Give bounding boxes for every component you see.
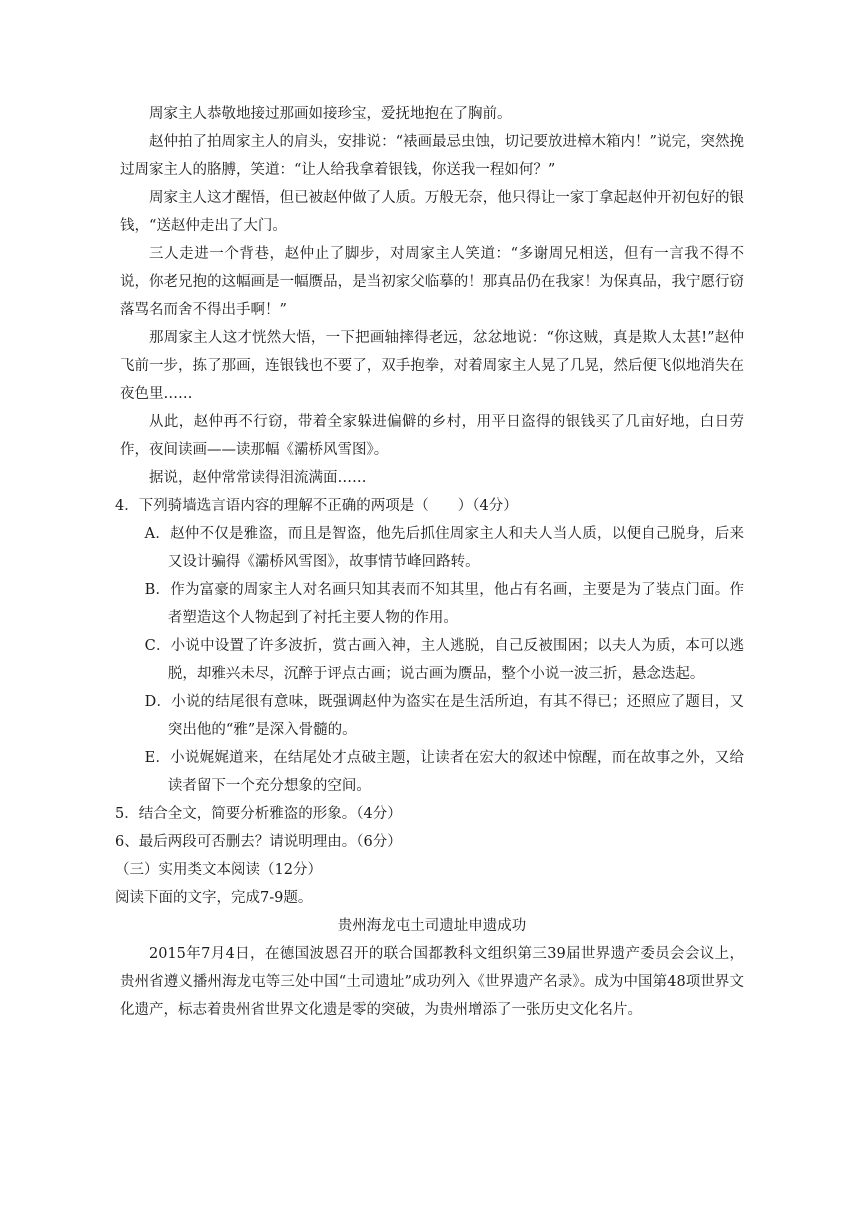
question-4-option-a: A．赵仲不仅是雅盗，而且是智盗，他先后抓住周家主人和夫人当人质，以便自己脱身，后来又设计骗得《灞桥风雪图》，故事情节峰回路转。 xyxy=(144,526,744,570)
question-4-option-b: B．作为富豪的周家主人对名画只知其表而不知其里，他占有名画，主要是为了装点门面。作者塑造这个人物起到了衬托主要人物的作用。 xyxy=(144,582,744,626)
question-4-option-c: C．小说中设置了许多波折，赏古画入神，主人逃脱，自己反被围困；以夫人为质，本可以逃脱，却雅兴未尽，沉醉于评点古画；说古画为赝品，整个小说一波三折，悬念迭起。 xyxy=(144,638,744,682)
story-paragraph-1: 周家主人恭敬地接过那画如接珍宝，爱抚地抱在了胸前。 xyxy=(149,106,512,122)
story-paragraph-5: 那周家主人这才恍然大悟，一下把画轴摔得老远，忿忿地说：“你这贼，真是欺人太甚!”赵仲飞前一步，拣了那画，连银钱也不要了，双手抱拳，对着周家主人晃了几晃，然后便飞似地消失在夜色里…… xyxy=(120,330,744,402)
question-6: 6、最后两段可否删去？请说明理由。（6分） xyxy=(115,834,402,850)
article-title: 贵州海龙屯土司遗址申遗成功 xyxy=(337,918,527,934)
question-4-stem: 4．下列骑墙选言语内容的理解不正确的两项是（ ）（4分） xyxy=(115,498,518,514)
story-paragraph-3: 周家主人这才醒悟，但已被赵仲做了人质。万般无奈，他只得让一家丁拿起赵仲开初包好的银钱，“送赵仲走出了大门。 xyxy=(120,190,744,234)
question-4-option-e: E．小说娓娓道来，在结尾处才点破主题，让读者在宏大的叙述中惊醒，而在故事之外，又给读者留下一个充分想象的空间。 xyxy=(144,750,744,794)
story-paragraph-6: 从此，赵仲再不行窃，带着全家躲进偏僻的乡村，用平日盗得的银钱买了几亩好地，白日劳作，夜间读画——读那幅《灞桥风雪图》。 xyxy=(120,414,744,458)
question-4-option-d: D．小说的结尾很有意味，既强调赵仲为盗实在是生活所迫，有其不得已；还照应了题目，又突出他的“雅”是深入骨髓的。 xyxy=(144,694,744,738)
question-5: 5．结合全文，简要分析雅盗的形象。（4分） xyxy=(115,806,402,822)
story-paragraph-7: 据说，赵仲常常读得泪流满面…… xyxy=(149,470,367,486)
story-paragraph-4: 三人走进一个背巷，赵仲止了脚步，对周家主人笑道：“多谢周兄相送，但有一言我不得不说，你老兄抱的这幅画是一幅赝品，是当初家父临摹的！那真品仍在我家！为保真品，我宁愿行窃落骂名而舍不得出手啊！” xyxy=(120,246,744,318)
section-3-heading: （三）实用类文本阅读（12分） xyxy=(115,862,322,878)
story-paragraph-2: 赵仲拍了拍周家主人的肩头，安排说：“裱画最忌虫蚀，切记要放进樟木箱内！”说完，突然挽过周家主人的胳膊，笑道：“让人给我拿着银钱，你送我一程如何？” xyxy=(120,134,744,178)
section-3-instruction: 阅读下面的文字，完成7-9题。 xyxy=(115,890,313,906)
document-page xyxy=(115,100,744,1024)
article-paragraph: 2015年7月4日，在德国波恩召开的联合国都教科文组织第三39届世界遗产委员会会议上，贵州省遵义播州海龙屯等三处中国“土司遗址”成功列入《世界遗产名录》。成为中国第48项世界文化遗产，标志着贵州省世界文化遗是零的突破，为贵州增添了一张历史文化名片。 xyxy=(120,946,744,1018)
